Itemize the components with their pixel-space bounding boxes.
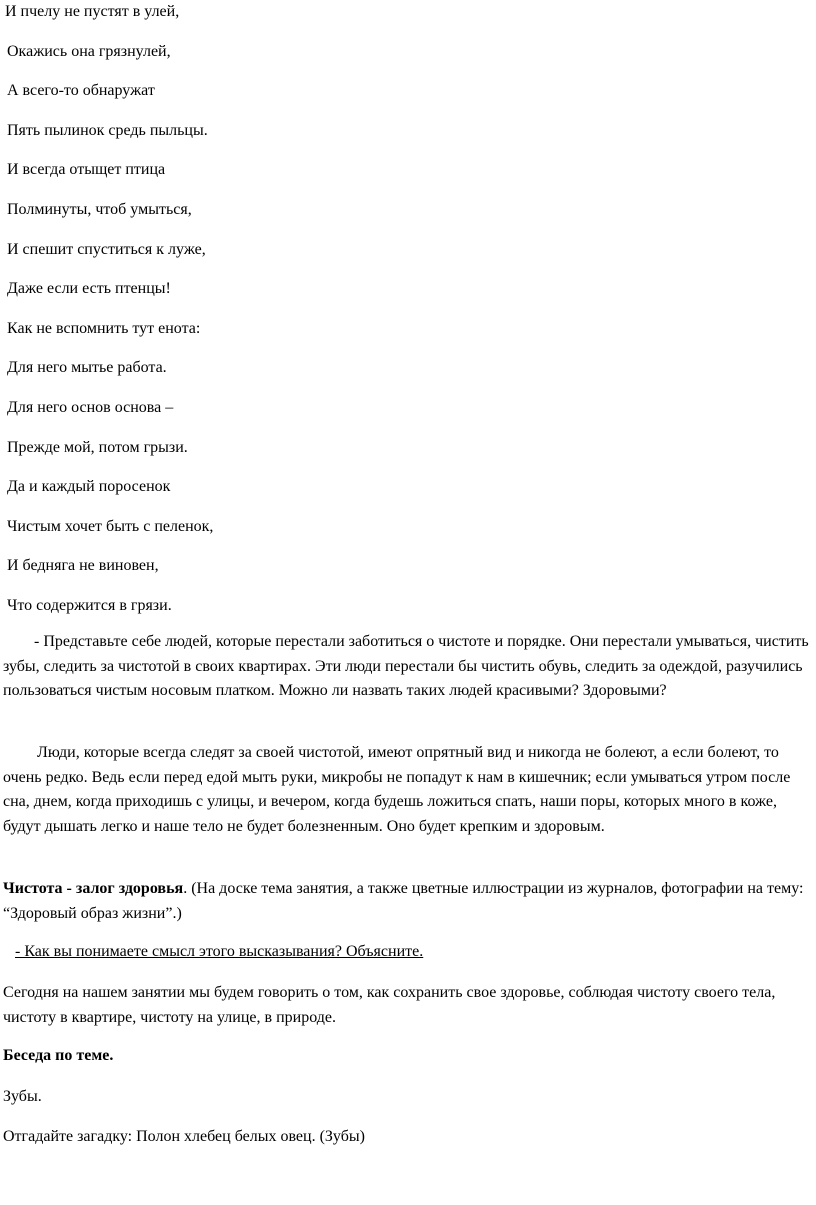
poem-line: И спешит спуститься к луже, — [7, 240, 206, 258]
paragraph-topic — [3, 877, 811, 926]
poem — [5, 2, 213, 636]
poem-line: И всегда отыщет птица — [7, 161, 166, 179]
poem-line: И пчелу не пустят в улей, — [5, 3, 180, 20]
poem-line: Как не вспомнить тут енота: — [7, 319, 201, 337]
poem-line: Полминуты, чтоб умыться, — [7, 200, 192, 218]
paragraph-today: Сегодня на нашем занятии мы будем говорить о том, как сохранить свое здоровье, соблюдая чистоту своего тела, чистоту в квартире, чистоту на улице, в природе. — [3, 984, 776, 1026]
poem-line: Даже если есть птенцы! — [7, 280, 171, 298]
poem-line: Для него мытье работа. — [7, 359, 167, 377]
paragraph-imagine: - Представьте себе людей, которые перестали заботиться о чистоте и порядке. Они перестали умываться, чистить зубы, следить за чистотой в своих квартирах. Эти люди перестали бы чистить обувь, следить за одеждой, разучились пользоваться чистым носовым платком. Можно ли назвать таких людей красивыми? Здоровыми? — [3, 633, 809, 699]
topic-description: . (На доске тема занятия, а также цветные иллюстрации из журналов, фотографии на тему: “Здоровый образ жизни”.) — [3, 880, 804, 922]
topic-title: Чистота - залог здоровья — [3, 880, 184, 897]
section-heading — [3, 1044, 811, 1069]
poem-line: Да и каждый поросенок — [7, 478, 171, 496]
poem-line: Что содержится в грязи. — [7, 596, 172, 614]
poem-line: Пять пылинок средь пыльцы. — [7, 121, 208, 139]
question-line: - Как вы понимаете смысл этого высказывания? Объясните. — [15, 943, 424, 960]
poem-line: Окажись она грязнулей, — [7, 42, 171, 60]
poem-line: И бедняга не виновен, — [7, 557, 159, 575]
poem-line: Чистым хочет быть с пеленок, — [7, 517, 214, 535]
poem-line: Для него основ основа – — [7, 398, 174, 416]
section-heading-text: Беседа по теме. — [3, 1047, 114, 1064]
riddle-line: Отгадайте загадку: Полон хлебец белых овец. (Зубы) — [3, 1128, 365, 1145]
poem-line: А всего-то обнаружат — [7, 82, 155, 100]
subheading-teeth: Зубы. — [3, 1088, 42, 1105]
paragraph-cleanliness: Люди, которые всегда следят за своей чистотой, имеют опрятный вид и никогда не болеют, а если болеют, то очень редко. Ведь если перед едой мыть руки, микробы не попадут к нам в кишечник; если умываться утром после сна, днем, когда приходишь с улицы, и вечером, когда будешь ложиться спать, наши поры, которых много в коже, будут дышать легко и наше тело не будет болезненным. Оно будет крепким и здоровым. — [3, 744, 791, 835]
poem-line: Прежде мой, потом грызи. — [7, 438, 188, 456]
